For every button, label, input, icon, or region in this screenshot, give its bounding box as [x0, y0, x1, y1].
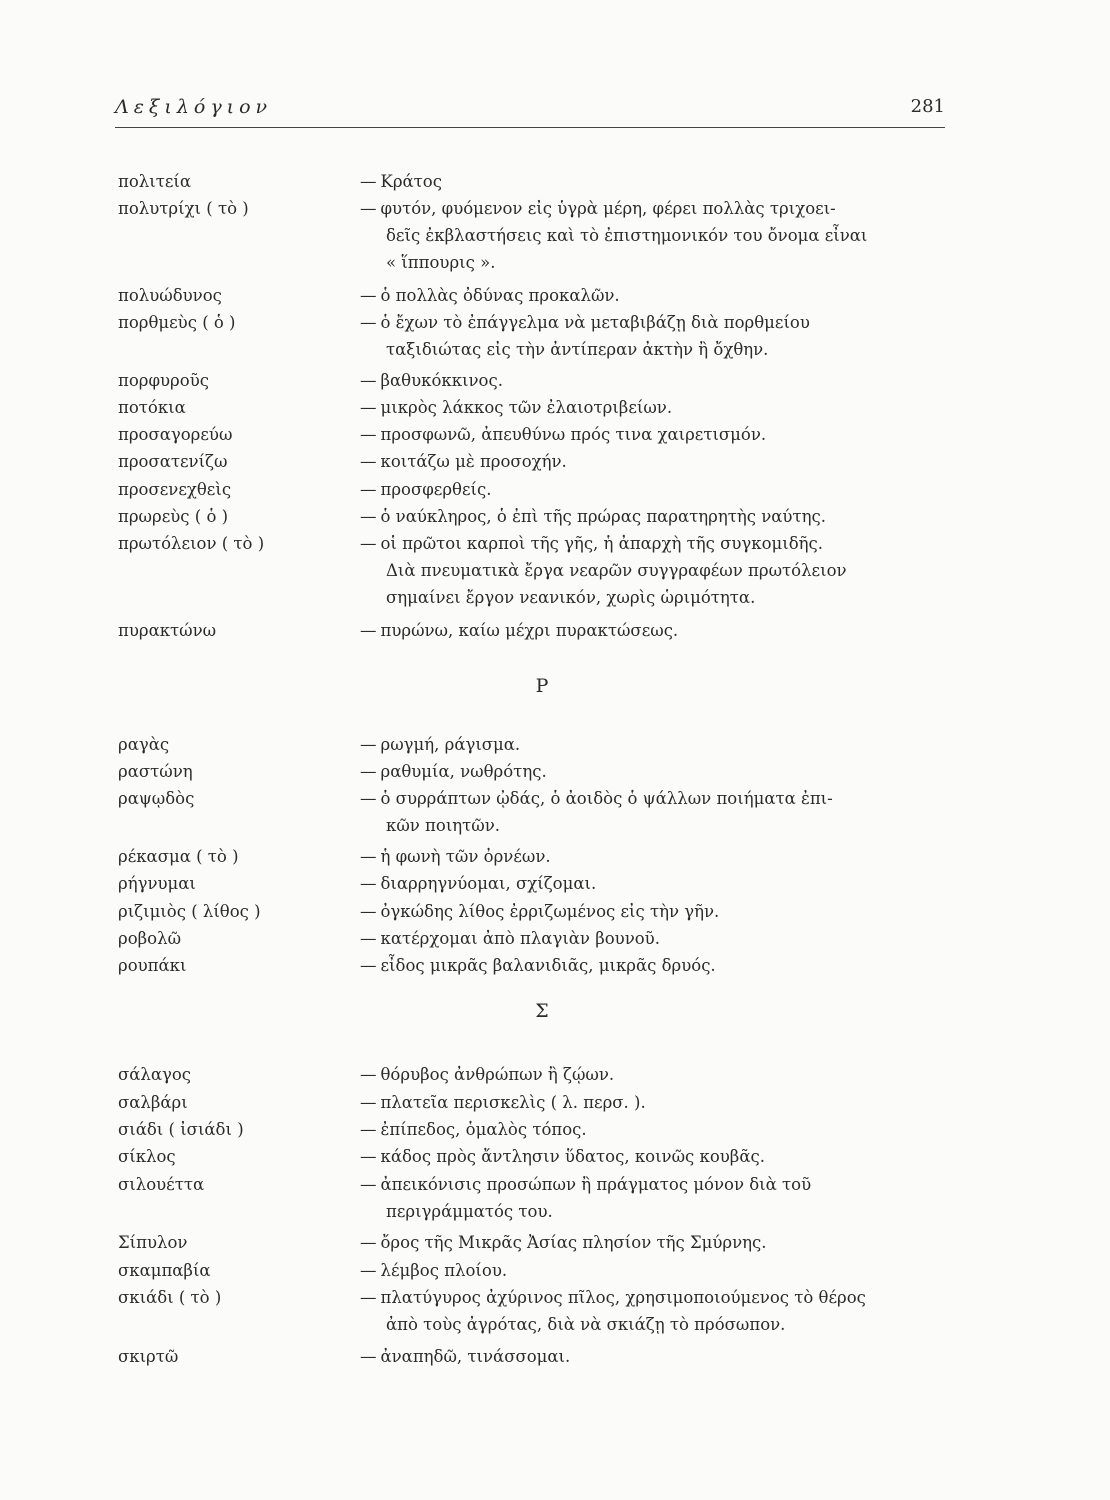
entry-term: σιλουέττα [118, 1175, 205, 1194]
definition-text: δεῖς ἐκβλαστήσεις καὶ τὸ ἐπιστημονικόν του ὄνομα εἶναι [386, 226, 868, 245]
entry-term: ροβολῶ [118, 929, 182, 948]
em-dash: — [360, 1175, 377, 1194]
definition-line [360, 785, 960, 812]
definition-text: βαθυκόκκινος. [380, 371, 503, 390]
definition-text: φυτόν, φυόμενον εἰς ὑγρὰ μέρη, φέρει πολλὰς τριχοει- [380, 199, 836, 218]
em-dash: — [360, 286, 377, 305]
entry-term: σκαμπαβία [118, 1261, 211, 1280]
entry-definition [360, 421, 960, 448]
definition-text: Διὰ πνευματικὰ ἔργα νεαρῶν συγγραφέων πρωτόλειον [386, 561, 847, 580]
entry-definition [360, 195, 960, 276]
definition-line [360, 1171, 960, 1198]
em-dash: — [360, 1347, 377, 1366]
entry-definition [360, 448, 960, 475]
entry-term: ραγὰς [118, 735, 170, 754]
em-dash: — [360, 1065, 377, 1084]
definition-text: ἀπὸ τοὺς ἀγρότας, διὰ νὰ σκιάζῃ τὸ πρόσωπον. [386, 1315, 786, 1334]
definition-text: διαρρηγνύομαι, σχίζομαι. [380, 874, 597, 893]
definition-line [360, 195, 960, 222]
entry-definition [360, 1257, 960, 1284]
entry-term: προσενεχθεὶς [118, 480, 232, 499]
entry-term: σιάδι ( ἰσιάδι ) [118, 1120, 244, 1139]
entry-definition [360, 530, 960, 611]
definition-line [360, 421, 960, 448]
definition-text: σημαίνει ἔργον νεανικόν, χωρὶς ὡριμότητα. [386, 588, 756, 607]
definition-line [360, 731, 960, 758]
entry-definition [360, 952, 960, 979]
definition-line [360, 249, 960, 276]
definition-line [360, 1229, 960, 1256]
entry-definition [360, 617, 960, 644]
definition-text: πλατύγυρος ἀχύρινος πῖλος, χρησιμοποιούμενος τὸ θέρος [380, 1288, 866, 1307]
definition-text: ὀγκώδης λίθος ἐρριζωμένος εἰς τὴν γῆν. [380, 902, 720, 921]
page-number: 281 [910, 96, 945, 117]
definition-line [360, 617, 960, 644]
entry-definition [360, 309, 960, 363]
definition-line [360, 367, 960, 394]
em-dash: — [360, 1288, 377, 1307]
definition-text: μικρὸς λάκκος τῶν ἐλαιοτριβείων. [380, 398, 673, 417]
em-dash: — [360, 735, 377, 754]
section-letter-heading: Σ [535, 1000, 549, 1022]
entry-definition [360, 1116, 960, 1143]
em-dash: — [360, 621, 377, 640]
definition-line [360, 1257, 960, 1284]
definition-line [360, 448, 960, 475]
definition-line [360, 1343, 960, 1370]
em-dash: — [360, 874, 377, 893]
em-dash: — [360, 371, 377, 390]
section-letter-heading: Ρ [535, 675, 549, 697]
entry-term: πολυώδυνος [118, 286, 222, 305]
entry-term: σκιάδι ( τὸ ) [118, 1288, 222, 1307]
entry-definition [360, 1229, 960, 1256]
em-dash: — [360, 902, 377, 921]
em-dash: — [360, 425, 377, 444]
definition-line [360, 812, 960, 839]
definition-text: ἡ φωνὴ τῶν ὀρνέων. [380, 847, 551, 866]
em-dash: — [360, 1261, 377, 1280]
definition-text: κῶν ποιητῶν. [386, 816, 501, 835]
em-dash: — [360, 1147, 377, 1166]
definition-line [360, 584, 960, 611]
entry-definition [360, 1143, 960, 1170]
definition-line [360, 503, 960, 530]
definition-text: κατέρχομαι ἀπὸ πλαγιὰν βουνοῦ. [380, 929, 660, 948]
em-dash: — [360, 762, 377, 781]
entry-definition [360, 1284, 960, 1338]
entry-definition [360, 476, 960, 503]
entry-definition [360, 1171, 960, 1225]
definition-text: « ἵππουρις ». [386, 253, 496, 272]
entry-term: ριζιμιὸς ( λίθος ) [118, 902, 261, 921]
definition-line [360, 168, 960, 195]
definition-line [360, 952, 960, 979]
em-dash: — [360, 313, 377, 332]
entry-definition [360, 1061, 960, 1088]
definition-text: κοιτάζω μὲ προσοχήν. [380, 452, 567, 471]
entry-definition [360, 394, 960, 421]
definition-line [360, 476, 960, 503]
definition-text: προσφωνῶ, ἀπευθύνω πρός τινα χαιρετισμόν. [380, 425, 767, 444]
definition-text: ραθυμία, νωθρότης. [380, 762, 547, 781]
entry-term: ραστώνη [118, 762, 193, 781]
definition-text: οἱ πρῶτοι καρποὶ τῆς γῆς, ἡ ἀπαρχὴ τῆς συγκομιδῆς. [380, 534, 824, 553]
entry-definition [360, 870, 960, 897]
entry-definition [360, 168, 960, 195]
definition-line [360, 394, 960, 421]
entry-definition [360, 898, 960, 925]
entry-definition [360, 282, 960, 309]
entry-definition [360, 503, 960, 530]
em-dash: — [360, 1233, 377, 1252]
definition-line [360, 1311, 960, 1338]
entry-term: ρήγνυμαι [118, 874, 196, 893]
definition-text: ρωγμή, ράγισμα. [380, 735, 521, 754]
definition-line [360, 843, 960, 870]
definition-text: εἶδος μικρᾶς βαλανιδιᾶς, μικρᾶς δρυός. [380, 956, 716, 975]
entry-definition [360, 758, 960, 785]
definition-text: ἀπεικόνισις προσώπων ἢ πράγματος μόνον διὰ τοῦ [380, 1175, 812, 1194]
definition-text: ἐπίπεδος, ὁμαλὸς τόπος. [380, 1120, 587, 1139]
definition-line [360, 557, 960, 584]
definition-text: ὁ συρράπτων ᾠδάς, ὁ ἀοιδὸς ὁ ψάλλων ποιήματα ἐπι- [380, 789, 833, 808]
header-rule [115, 127, 945, 128]
definition-text: θόρυβος ἀνθρώπων ἢ ζῴων. [380, 1065, 615, 1084]
definition-text: περιγράμματός του. [386, 1202, 553, 1221]
entry-term: πολυτρίχι ( τὸ ) [118, 199, 249, 218]
definition-line [360, 870, 960, 897]
em-dash: — [360, 398, 377, 417]
definition-text: ἀναπηδῶ, τινάσσομαι. [380, 1347, 571, 1366]
definition-text: λέμβος πλοίου. [380, 1261, 508, 1280]
entry-term: πολιτεία [118, 172, 191, 191]
definition-text: κάδος πρὸς ἄντλησιν ὕδατος, κοινῶς κουβᾶς. [380, 1147, 765, 1166]
definition-text: Κράτος [380, 172, 442, 191]
em-dash: — [360, 534, 377, 553]
page-header [115, 96, 945, 126]
definition-text: ὁ πολλὰς ὀδύνας προκαλῶν. [380, 286, 620, 305]
entry-definition [360, 1343, 960, 1370]
definition-text: ὁ ἔχων τὸ ἐπάγγελμα νὰ μεταβιβάζῃ διὰ πορθμείου [380, 313, 810, 332]
entry-term: σκιρτῶ [118, 1347, 179, 1366]
entry-term: ρουπάκι [118, 956, 187, 975]
definition-line [360, 1089, 960, 1116]
entry-definition [360, 367, 960, 394]
entry-term: ρέκασμα ( τὸ ) [118, 847, 239, 866]
definition-line [360, 925, 960, 952]
definition-text: ταξιδιώτας εἰς τὴν ἀντίπεραν ἀκτὴν ἢ ὄχθην. [386, 340, 769, 359]
definition-text: ὁ ναύκληρος, ὁ ἐπὶ τῆς πρώρας παρατηρητὴς ναύτης. [380, 507, 826, 526]
entry-definition [360, 731, 960, 758]
em-dash: — [360, 507, 377, 526]
entry-definition [360, 785, 960, 839]
entry-term: ραψῳδὸς [118, 789, 195, 808]
em-dash: — [360, 847, 377, 866]
entry-term: σάλαγος [118, 1065, 192, 1084]
em-dash: — [360, 199, 377, 218]
entry-term: πορφυροῦς [118, 371, 209, 390]
entry-term: πυρακτώνω [118, 621, 217, 640]
em-dash: — [360, 452, 377, 471]
entry-term: ποτόκια [118, 398, 186, 417]
entry-term: Σίπυλον [118, 1233, 188, 1252]
em-dash: — [360, 956, 377, 975]
definition-line [360, 1198, 960, 1225]
em-dash: — [360, 1093, 377, 1112]
entry-term: πρωτόλειον ( τὸ ) [118, 534, 265, 553]
entry-definition [360, 1089, 960, 1116]
definition-line [360, 1116, 960, 1143]
definition-text: προσφερθείς. [380, 480, 492, 499]
em-dash: — [360, 789, 377, 808]
definition-text: ὄρος τῆς Μικρᾶς Ἀσίας πλησίον τῆς Σμύρνης. [380, 1233, 767, 1252]
entry-term: πορθμεὺς ( ὁ ) [118, 313, 236, 332]
definition-line [360, 336, 960, 363]
entry-term: σίκλος [118, 1147, 176, 1166]
em-dash: — [360, 480, 377, 499]
definition-line [360, 1284, 960, 1311]
definition-line [360, 309, 960, 336]
em-dash: — [360, 172, 377, 191]
entry-term: προσατενίζω [118, 452, 228, 471]
definition-line [360, 1061, 960, 1088]
definition-line [360, 1143, 960, 1170]
entry-term: πρωρεὺς ( ὁ ) [118, 507, 229, 526]
definition-line [360, 530, 960, 557]
entry-definition [360, 843, 960, 870]
definition-line [360, 898, 960, 925]
definition-line [360, 222, 960, 249]
definition-text: πυρώνω, καίω μέχρι πυρακτώσεως. [380, 621, 679, 640]
entry-term: σαλβάρι [118, 1093, 188, 1112]
entry-term: προσαγορεύω [118, 425, 233, 444]
em-dash: — [360, 1120, 377, 1139]
running-title: Λεξιλόγιον [115, 96, 273, 118]
em-dash: — [360, 929, 377, 948]
entry-definition [360, 925, 960, 952]
definition-line [360, 758, 960, 785]
definition-text: πλατεῖα περισκελὶς ( λ. περσ. ). [380, 1093, 646, 1112]
definition-line [360, 282, 960, 309]
